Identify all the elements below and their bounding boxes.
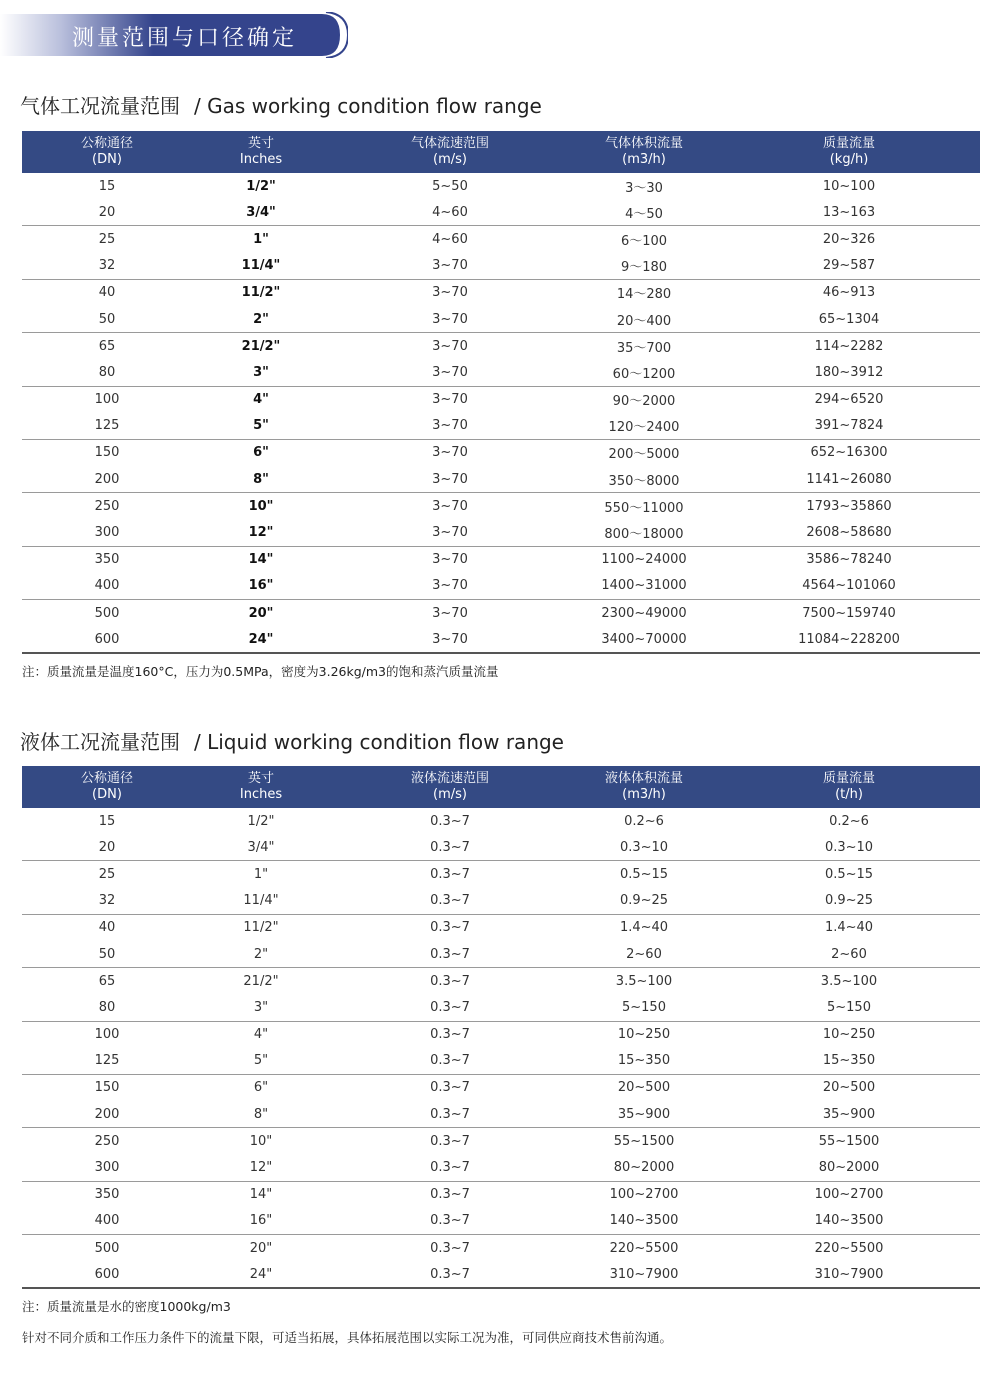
table-cell: 1.4~40	[824, 920, 874, 936]
table-cell: 32	[98, 258, 116, 274]
table-row	[22, 359, 980, 386]
gas-note: 注：质量流量是温度160°C，压力为0.5MPa，密度为3.26kg/m3的饱和蒸汽质量流量	[22, 664, 499, 679]
table-cell: 0.3~7	[430, 893, 470, 909]
column-header-label: 气体体积流量	[604, 136, 683, 151]
table-cell: 10~100	[822, 178, 876, 194]
table-cell: 3~70	[432, 364, 468, 380]
table-cell: 310~7900	[609, 1266, 679, 1282]
table-cell: 3~70	[432, 445, 468, 461]
table-row	[22, 253, 980, 280]
table-cell: 90～2000	[612, 394, 676, 410]
table-cell: 3~70	[432, 578, 468, 594]
table-cell: 25	[98, 231, 116, 247]
table-cell: 2300~49000	[601, 605, 687, 621]
table-cell: 140~3500	[609, 1213, 679, 1229]
table-cell: 0.2~6	[829, 813, 869, 829]
table-row	[22, 1261, 980, 1289]
table-cell: 114~2282	[814, 338, 884, 354]
gas-flow-table	[22, 131, 980, 654]
column-header-label: 公称通径	[80, 136, 133, 151]
table-cell: 5~150	[827, 999, 871, 1015]
table-cell: 3~70	[432, 285, 468, 301]
table-cell: 6～100	[620, 233, 668, 249]
table-cell: 3.5~100	[820, 973, 878, 989]
table-cell: 4"	[253, 1027, 269, 1043]
table-row	[22, 387, 980, 413]
table-cell: 12"	[249, 1160, 273, 1176]
column-header-label: 英寸	[247, 136, 274, 151]
table-row	[22, 1022, 980, 1048]
table-cell: 55~1500	[613, 1133, 675, 1149]
table-cell: 3~70	[432, 258, 468, 274]
table-cell: 24"	[248, 631, 274, 647]
table-cell: 8"	[253, 1106, 269, 1122]
column-header-unit: (kg/h)	[829, 152, 869, 167]
table-cell: 35~900	[822, 1106, 876, 1122]
column-header-unit: (DN)	[92, 152, 122, 167]
column-header-label: 公称通径	[80, 771, 133, 786]
table-cell: 0.9~25	[619, 893, 669, 909]
table-cell: 14～280	[616, 287, 672, 303]
table-cell: 10~250	[822, 1027, 876, 1043]
table-cell: 1"	[253, 866, 269, 882]
page-title: 测量范围与口径确定	[72, 26, 298, 51]
table-row	[22, 915, 980, 941]
table-cell: 3~70	[432, 338, 468, 354]
table-cell: 100	[94, 392, 120, 408]
table-cell: 20"	[249, 1240, 273, 1256]
table-row	[22, 280, 980, 306]
table-cell: 35~900	[617, 1106, 671, 1122]
table-cell: 140~3500	[814, 1213, 884, 1229]
table-cell: 9～180	[620, 260, 668, 276]
table-cell: 200～5000	[608, 447, 680, 463]
table-cell: 2"	[253, 311, 269, 327]
table-cell: 11/2"	[243, 920, 279, 936]
table-cell: 20	[98, 839, 116, 855]
table-cell: 11084~228200	[798, 631, 900, 647]
table-cell: 29~587	[822, 258, 876, 274]
table-cell: 3400~70000	[601, 631, 687, 647]
table-row	[22, 1235, 980, 1261]
table-row	[22, 1154, 980, 1181]
column-header-unit: Inches	[239, 787, 283, 802]
table-cell: 60～1200	[612, 366, 676, 382]
table-cell: 0.3~7	[430, 973, 470, 989]
table-cell: 3~70	[432, 311, 468, 327]
table-cell: 120～2400	[608, 420, 680, 436]
table-cell: 6"	[253, 1080, 269, 1096]
column-header	[570, 766, 718, 808]
table-cell: 20~500	[617, 1080, 671, 1096]
table-cell: 15	[98, 813, 116, 829]
table-cell: 0.3~7	[430, 1213, 470, 1229]
table-cell: 1"	[253, 231, 269, 247]
table-row	[22, 1048, 980, 1075]
title-banner	[0, 12, 348, 58]
table-cell: 11/4"	[241, 258, 281, 274]
table-row	[22, 466, 980, 493]
table-cell: 4～50	[625, 206, 663, 222]
table-cell: 65	[98, 973, 116, 989]
column-header-label: 液体流速范围	[410, 771, 489, 786]
table-cell: 5~50	[432, 178, 468, 194]
table-cell: 2~60	[831, 946, 867, 962]
table-cell: 24"	[249, 1266, 273, 1282]
table-cell: 6"	[253, 445, 269, 461]
table-cell: 652~16300	[810, 445, 888, 461]
table-cell: 3"	[253, 364, 269, 380]
gas-heading-en: / Gas working condition flow range	[194, 94, 542, 118]
table-cell: 350	[94, 1187, 120, 1203]
table-cell: 220~5500	[609, 1240, 679, 1256]
liquid-heading-en: / Liquid working condition flow range	[194, 730, 564, 754]
table-cell: 350	[94, 552, 120, 568]
table-cell: 0.3~7	[430, 920, 470, 936]
table-cell: 65~1304	[818, 311, 880, 327]
table-cell: 80~2000	[818, 1160, 880, 1176]
table-row	[22, 861, 980, 887]
table-cell: 3～30	[625, 180, 663, 196]
table-cell: 150	[94, 1080, 120, 1096]
table-cell: 0.9~25	[824, 893, 874, 909]
table-cell: 125	[94, 418, 120, 434]
table-cell: 50	[98, 311, 116, 327]
table-row	[22, 547, 980, 573]
table-cell: 2~60	[626, 946, 662, 962]
table-cell: 125	[94, 1053, 120, 1069]
table-row	[22, 600, 980, 626]
table-cell: 20"	[248, 605, 274, 621]
table-cell: 200	[94, 471, 120, 487]
column-header	[718, 766, 980, 808]
liquid-flow-table	[22, 766, 980, 1289]
column-header-unit: Inches	[239, 152, 283, 167]
table-cell: 500	[94, 1240, 120, 1256]
table-cell: 3~70	[432, 631, 468, 647]
column-header	[22, 131, 192, 173]
column-header	[718, 131, 980, 173]
table-cell: 4~60	[432, 231, 468, 247]
table-cell: 3~70	[432, 392, 468, 408]
table-cell: 3~70	[432, 498, 468, 514]
column-header-unit: (m/s)	[433, 152, 467, 167]
table-cell: 0.3~7	[430, 1133, 470, 1149]
table-cell: 0.3~7	[430, 1106, 470, 1122]
liquid-note: 注：质量流量是水的密度1000kg/m3	[22, 1299, 231, 1314]
table-row	[22, 1101, 980, 1128]
table-cell: 3~70	[432, 552, 468, 568]
table-cell: 80	[98, 999, 116, 1015]
table-row	[22, 440, 980, 466]
table-cell: 1.4~40	[619, 920, 669, 936]
table-cell: 300	[94, 525, 120, 541]
table-cell: 300	[94, 1160, 120, 1176]
column-header	[330, 131, 570, 173]
table-row	[22, 941, 980, 968]
table-cell: 5"	[253, 1053, 269, 1069]
column-header	[22, 766, 192, 808]
table-row	[22, 493, 980, 519]
table-row	[22, 306, 980, 333]
table-cell: 0.3~7	[430, 1266, 470, 1282]
table-cell: 16"	[248, 578, 274, 594]
table-cell: 80	[98, 364, 116, 380]
table-cell: 12"	[248, 525, 274, 541]
table-cell: 3/4"	[247, 839, 275, 855]
table-cell: 250	[94, 1133, 120, 1149]
table-cell: 0.3~7	[430, 813, 470, 829]
table-cell: 11/4"	[243, 893, 279, 909]
table-row	[22, 626, 980, 654]
table-cell: 391~7824	[814, 418, 884, 434]
table-cell: 20～400	[616, 313, 672, 329]
table-cell: 0.5~15	[824, 866, 874, 882]
table-cell: 10"	[248, 498, 274, 514]
table-cell: 5"	[253, 418, 269, 434]
table-cell: 55~1500	[818, 1133, 880, 1149]
table-cell: 21/2"	[243, 973, 279, 989]
table-cell: 100~2700	[814, 1187, 884, 1203]
column-header-label: 英寸	[247, 771, 274, 786]
table-cell: 13~163	[822, 204, 876, 220]
table-cell: 0.3~7	[430, 1027, 470, 1043]
table-cell: 3~70	[432, 471, 468, 487]
table-cell: 14"	[249, 1187, 273, 1203]
table-cell: 8"	[253, 471, 269, 487]
table-cell: 4"	[253, 392, 269, 408]
table-cell: 7500~159740	[802, 605, 896, 621]
liquid-section-heading	[20, 726, 564, 755]
column-header	[192, 131, 330, 173]
table-cell: 294~6520	[814, 392, 884, 408]
table-cell: 0.3~7	[430, 1160, 470, 1176]
table-row	[22, 834, 980, 861]
table-cell: 20	[98, 204, 116, 220]
table-cell: 21/2"	[241, 338, 281, 354]
column-header-label: 液体体积流量	[604, 771, 683, 786]
table-cell: 10~250	[617, 1027, 671, 1043]
table-cell: 40	[98, 920, 116, 936]
table-cell: 80~2000	[613, 1160, 675, 1176]
table-cell: 350～8000	[608, 473, 680, 489]
table-cell: 3~70	[432, 418, 468, 434]
table-cell: 0.3~7	[430, 1187, 470, 1203]
table-cell: 250	[94, 498, 120, 514]
table-cell: 150	[94, 445, 120, 461]
table-cell: 32	[98, 893, 116, 909]
table-row	[22, 1208, 980, 1235]
table-cell: 0.3~7	[430, 946, 470, 962]
table-header	[22, 766, 980, 808]
column-header-unit: (DN)	[92, 787, 122, 802]
table-cell: 0.5~15	[619, 866, 669, 882]
column-header-label: 气体流速范围	[410, 136, 489, 151]
table-cell: 15	[98, 178, 116, 194]
gas-section-heading	[20, 90, 542, 119]
table-cell: 310~7900	[814, 1266, 884, 1282]
table-cell: 1/2"	[246, 178, 276, 194]
table-cell: 400	[94, 1213, 120, 1229]
column-header-unit: (t/h)	[835, 787, 863, 802]
column-header-label: 质量流量	[822, 136, 875, 151]
table-cell: 50	[98, 946, 116, 962]
table-cell: 20~500	[822, 1080, 876, 1096]
table-cell: 600	[94, 631, 120, 647]
table-cell: 65	[98, 338, 116, 354]
table-row	[22, 968, 980, 994]
table-cell: 3.5~100	[615, 973, 673, 989]
table-cell: 10"	[249, 1133, 273, 1149]
gas-heading-cn: 气体工况流量范围	[20, 94, 180, 118]
table-row	[22, 226, 980, 252]
table-cell: 400	[94, 578, 120, 594]
table-cell: 4~60	[432, 204, 468, 220]
table-cell: 3/4"	[246, 204, 276, 220]
table-row	[22, 808, 980, 834]
table-cell: 4564~101060	[802, 578, 896, 594]
table-row	[22, 173, 980, 199]
table-cell: 3"	[253, 999, 269, 1015]
table-cell: 15~350	[822, 1053, 876, 1069]
table-row	[22, 413, 980, 440]
table-cell: 500	[94, 605, 120, 621]
table-cell: 0.3~7	[430, 1240, 470, 1256]
table-cell: 0.3~7	[430, 1053, 470, 1069]
column-header-unit: (m3/h)	[622, 787, 666, 802]
table-cell: 2"	[253, 946, 269, 962]
table-cell: 0.3~7	[430, 1080, 470, 1096]
table-cell: 0.3~10	[619, 839, 669, 855]
table-row	[22, 1128, 980, 1154]
table-row	[22, 1075, 980, 1101]
table-cell: 180~3912	[814, 364, 884, 380]
table-cell: 2608~58680	[806, 525, 892, 541]
table-cell: 46~913	[822, 285, 876, 301]
table-cell: 0.3~7	[430, 839, 470, 855]
column-header	[192, 766, 330, 808]
column-header	[330, 766, 570, 808]
table-row	[22, 573, 980, 600]
table-cell: 0.3~7	[430, 866, 470, 882]
table-cell: 200	[94, 1106, 120, 1122]
table-cell: 0.3~10	[824, 839, 874, 855]
table-cell: 100	[94, 1027, 120, 1043]
table-cell: 550～11000	[604, 500, 684, 516]
table-row	[22, 888, 980, 915]
table-row	[22, 519, 980, 546]
table-cell: 15~350	[617, 1053, 671, 1069]
table-cell: 1100~24000	[601, 552, 687, 568]
table-cell: 0.2~6	[624, 813, 664, 829]
table-row	[22, 199, 980, 226]
column-header-unit: (m3/h)	[622, 152, 666, 167]
table-cell: 3~70	[432, 525, 468, 541]
table-cell: 0.3~7	[430, 999, 470, 1015]
table-cell: 1/2"	[247, 813, 275, 829]
table-cell: 25	[98, 866, 116, 882]
table-cell: 220~5500	[814, 1240, 884, 1256]
table-cell: 3~70	[432, 605, 468, 621]
table-cell: 600	[94, 1266, 120, 1282]
table-cell: 800～18000	[604, 527, 684, 543]
column-header-unit: (m/s)	[433, 787, 467, 802]
table-row	[22, 333, 980, 359]
table-cell: 1400~31000	[601, 578, 687, 594]
table-cell: 3586~78240	[806, 552, 892, 568]
table-row	[22, 994, 980, 1021]
column-header-label: 质量流量	[822, 771, 875, 786]
table-cell: 5~150	[622, 999, 666, 1015]
liquid-heading-cn: 液体工况流量范围	[20, 730, 180, 754]
table-row	[22, 1182, 980, 1208]
column-header	[570, 131, 718, 173]
table-cell: 1141~26080	[806, 471, 892, 487]
table-cell: 20~326	[822, 231, 876, 247]
table-cell: 35～700	[616, 340, 672, 356]
table-cell: 100~2700	[609, 1187, 679, 1203]
table-cell: 40	[98, 285, 116, 301]
table-cell: 1793~35860	[806, 498, 892, 514]
table-cell: 11/2"	[241, 285, 281, 301]
table-header	[22, 131, 980, 173]
footer-note: 针对不同介质和工作压力条件下的流量下限，可适当拓展，具体拓展范围以实际工况为准，可同供应商技术售前沟通。	[22, 1330, 673, 1345]
table-cell: 14"	[248, 552, 274, 568]
table-cell: 16"	[249, 1213, 273, 1229]
